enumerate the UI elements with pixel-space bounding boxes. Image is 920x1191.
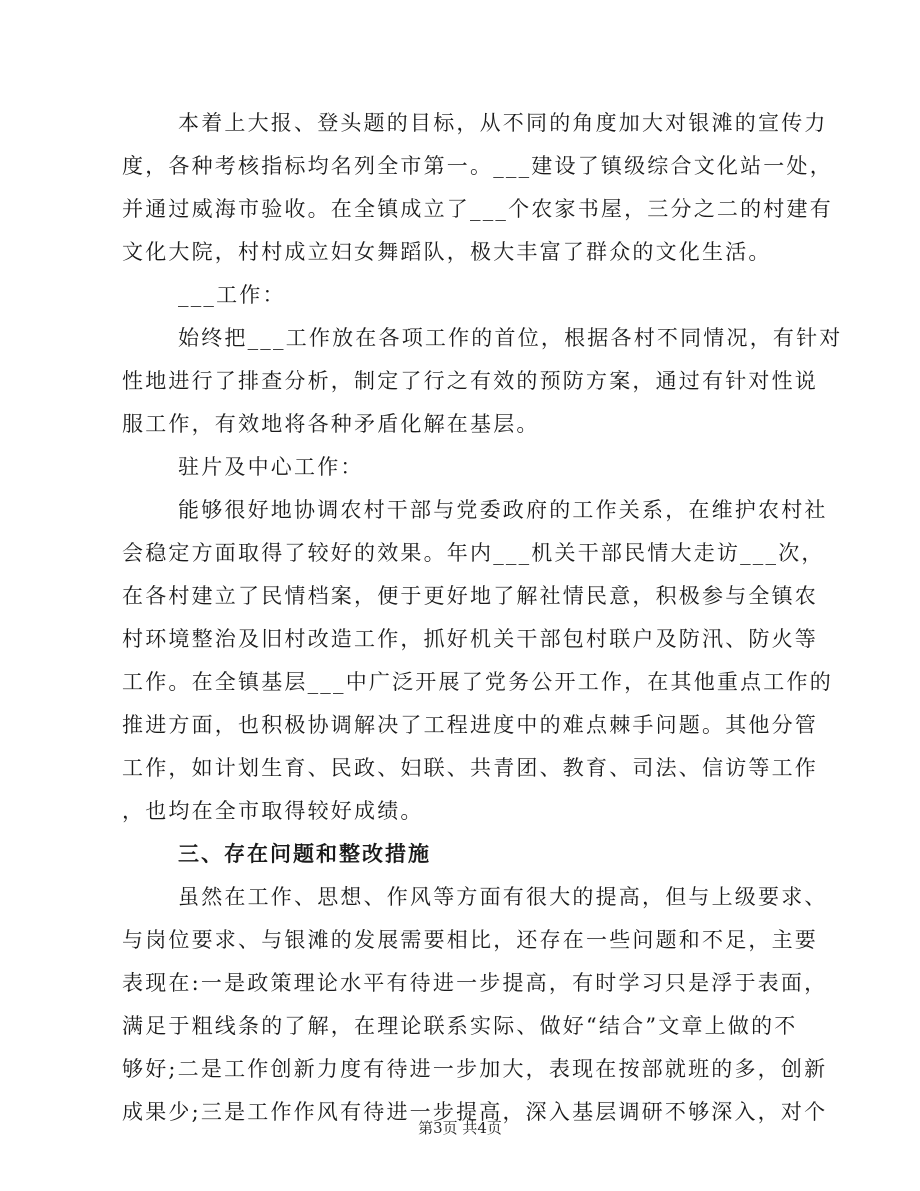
paragraph-line: 度，各种考核指标均名列全市第一。___建设了镇级综合文化站一处，	[122, 154, 833, 178]
section-label: 驻片及中心工作：	[178, 455, 364, 479]
paragraph-line: 够好;二是工作创新力度有待进一步加大，表现在按部就班的多，创新	[122, 1057, 828, 1081]
section-heading: 三、存在问题和整改措施	[178, 841, 431, 866]
paragraph-line: 始终把___工作放在各项工作的首位，根据各村不同情况，有针对	[178, 326, 843, 350]
section-label: ___工作：	[178, 283, 286, 307]
paragraph-line: 在各村建立了民情档案，便于更好地了解社情民意，积极参与全镇农	[122, 584, 818, 608]
page-number: 第3页 共4页	[418, 1119, 502, 1137]
paragraph-line: 能够很好地协调农村干部与党委政府的工作关系，在维护农村社	[178, 498, 828, 522]
paragraph-line: 村环境整治及旧村改造工作，抓好机关干部包村联户及防汛、防火等	[122, 627, 818, 651]
paragraph-line: 文化大院，村村成立妇女舞蹈队，极大丰富了群众的文化生活。	[122, 240, 772, 264]
paragraph-line: 成果少;三是工作作风有待进一步提高，深入基层调研不够深入，对个	[122, 1100, 828, 1124]
paragraph-line: 工作。在全镇基层___中广泛开展了党务公开工作，在其他重点工作的	[122, 670, 833, 694]
paragraph-line: 会稳定方面取得了较好的效果。年内___机关干部民情大走访___次，	[122, 541, 825, 565]
paragraph-line: 与岗位要求、与银滩的发展需要相比，还存在一些问题和不足，主要	[122, 928, 818, 952]
paragraph-line: 满足于粗线条的了解，在理论联系实际、做好“结合”文章上做的不	[122, 1014, 798, 1038]
paragraph-line: 表现在:一是政策理论水平有待进一步提高，有时学习只是浮于表面，	[122, 971, 828, 995]
paragraph-line: 服工作，有效地将各种矛盾化解在基层。	[122, 412, 540, 436]
paragraph-line: ，也均在全市取得较好成绩。	[122, 799, 424, 823]
paragraph-line: 性地进行了排查分析，制定了行之有效的预防方案，通过有针对性说	[122, 369, 818, 393]
paragraph-line: 本着上大报、登头题的目标，从不同的角度加大对银滩的宣传力	[178, 111, 828, 135]
paragraph-line: 虽然在工作、思想、作风等方面有很大的提高，但与上级要求、	[178, 885, 828, 909]
paragraph-line: 并通过威海市验收。在全镇成立了___个农家书屋，三分之二的村建有	[122, 197, 833, 221]
paragraph-line: 推进方面，也积极协调解决了工程进度中的难点棘手问题。其他分管	[122, 713, 818, 737]
paragraph-line: 工作，如计划生育、民政、妇联、共青团、教育、司法、信访等工作	[122, 756, 818, 780]
